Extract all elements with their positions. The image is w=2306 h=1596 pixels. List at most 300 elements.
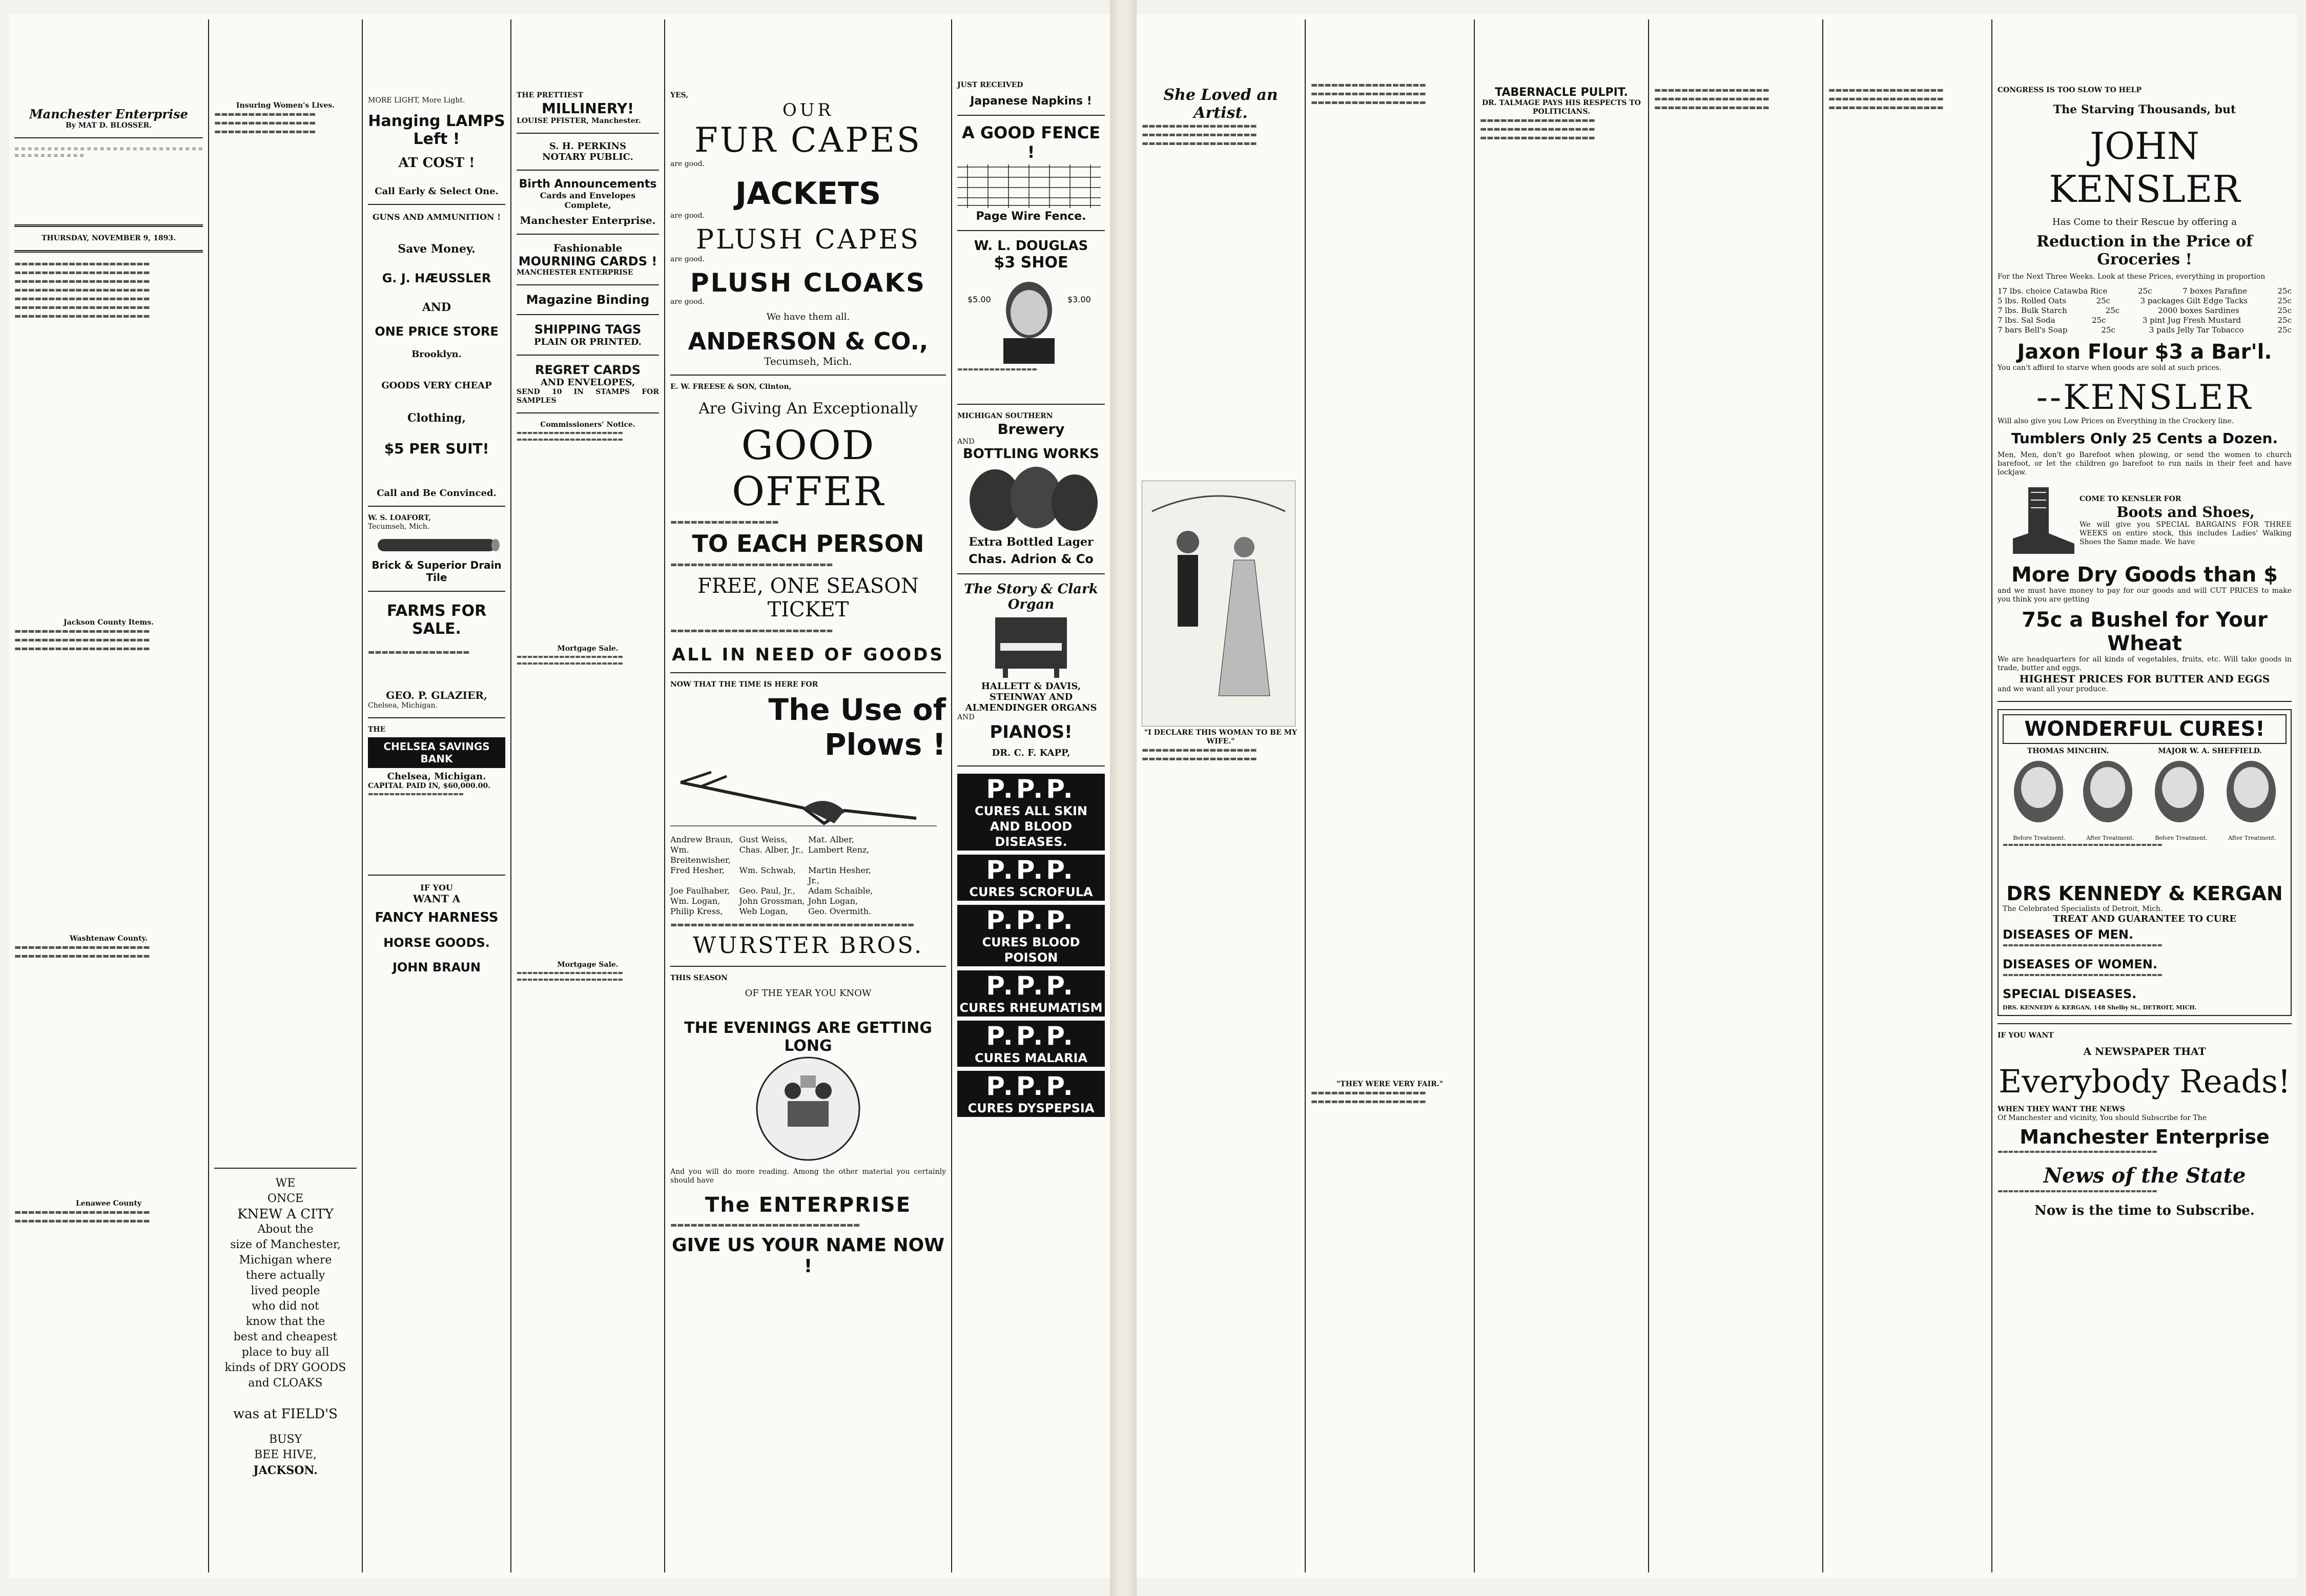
ad-headline: WONDERFUL CURES! xyxy=(2003,714,2287,744)
ad-text: ▬▬▬▬▬▬▬▬▬▬▬▬▬▬▬▬▬▬▬▬▬▬▬▬▬▬▬▬▬▬ xyxy=(2003,971,2163,978)
enterprise-subscription-ad xyxy=(670,974,946,1277)
ad-text: ▬▬▬▬▬▬▬▬▬▬▬▬▬▬▬▬▬▬▬▬▬▬▬▬▬▬▬▬ xyxy=(670,1221,860,1229)
ad-headline: Tumblers Only 25 Cents a Dozen. xyxy=(2011,430,2278,447)
customer-name: Geo. Overmith. xyxy=(808,906,872,916)
right-col-1 xyxy=(1137,19,1306,1572)
ad-line: AT COST ! xyxy=(398,155,475,171)
news-column-text: ▬▬▬▬▬▬▬▬▬▬▬▬▬▬▬▬▬▬▬▬ ▬▬▬▬▬▬▬▬▬▬▬▬▬▬▬▬▬▬▬▬ xyxy=(14,1208,150,1225)
right-col-4 xyxy=(1649,19,1823,1572)
ad-text: ▬▬▬▬▬▬▬▬▬▬▬▬▬▬▬▬▬▬▬▬▬▬▬▬▬▬▬▬▬▬ xyxy=(1998,1148,2157,1155)
price-item: 3 packages Gilt Edge Tacks xyxy=(2140,296,2248,305)
ad-headline: PLUSH CAPES xyxy=(696,224,920,255)
boot-illustration xyxy=(1998,482,2079,559)
ad-text: ▬▬▬▬▬▬▬▬▬▬▬▬▬▬▬ xyxy=(957,366,1037,372)
ad-text: ▬▬▬▬▬▬▬▬▬▬▬▬▬▬▬▬▬▬▬▬▬▬▬▬▬▬▬▬▬▬ xyxy=(1998,1188,2157,1194)
ad-line: THIS SEASON xyxy=(670,974,728,982)
section-heading: Lenawee County xyxy=(75,1199,142,1208)
ad-line: MANCHESTER ENTERPRISE xyxy=(517,268,633,277)
ad-line: GOODS VERY CHEAP xyxy=(381,380,492,391)
ad-text: ▬▬▬▬▬▬▬▬▬▬▬▬▬▬▬▬▬▬▬▬▬▬▬▬ xyxy=(670,627,833,635)
ad-line: NOW THAT THE TIME IS HERE FOR xyxy=(670,680,818,689)
ad-line: AND ENVELOPES, xyxy=(540,377,635,388)
ad-line: Men, Men, don't go Barefoot when plowing, or send the women to church barefoot, or let the children go barefoot to run nails in their feet and have lockjaw. xyxy=(1998,451,2292,476)
ad-line: We have them all. xyxy=(766,312,850,322)
ad-line: Has Come to their Rescue by offering a xyxy=(2052,217,2237,227)
kennedy-kergan-ad xyxy=(1998,709,2292,1016)
ad-line: SEND 10 IN STAMPS FOR SAMPLES xyxy=(517,388,659,405)
organ-piano-ad xyxy=(957,582,1105,758)
ad-headline: FUR CAPES xyxy=(694,120,922,160)
sermon-text: ▬▬▬▬▬▬▬▬▬▬▬▬▬▬▬▬▬ ▬▬▬▬▬▬▬▬▬▬▬▬▬▬▬▬▬ ▬▬▬▬▬▬▬▬▬▬▬▬▬▬▬▬▬ xyxy=(1480,116,1595,142)
ad-headline: ANDERSON & CO., xyxy=(688,327,929,355)
notary-ad xyxy=(517,141,659,162)
ad-headline: GOOD OFFER xyxy=(732,423,884,515)
price-row xyxy=(1998,306,2292,316)
ad-line: ONCE xyxy=(267,1192,304,1205)
ad-line: Now is the time to Subscribe. xyxy=(2034,1203,2255,1218)
ad-line: AND xyxy=(957,713,975,721)
ad-line: are good. xyxy=(670,160,705,168)
price-row xyxy=(1998,296,2292,306)
ad-headline: Boots and Shoes, xyxy=(2116,503,2255,521)
ad-line: Chelsea, Michigan. xyxy=(387,771,486,782)
ad-headline: News of the State xyxy=(2043,1164,2246,1188)
ad-text: ▬▬▬▬▬▬▬▬▬▬▬▬▬▬▬▬▬▬▬▬▬▬▬▬▬▬▬▬▬▬▬▬▬▬▬▬ xyxy=(670,921,915,929)
ad-headline: PIANOS! xyxy=(990,722,1073,742)
ad-line: We will give you SPECIAL BARGAINS FOR THREE WEEKS on entire stock, this includes Ladies' Walking Shoes the Same made. We have xyxy=(2079,520,2292,546)
ad-headline: SHIPPING TAGS xyxy=(534,322,642,337)
price-value: 25c xyxy=(2277,306,2292,315)
ad-line: And you will do more reading. Among the other material you certainly should have xyxy=(670,1168,946,1185)
ad-headline: ALL IN NEED OF GOODS xyxy=(672,645,944,665)
drain-tile-illustration xyxy=(373,531,501,557)
price-value: 25c xyxy=(2105,306,2120,315)
chelsea-bank-ad xyxy=(368,726,505,867)
price-item: 7 lbs. Sal Soda xyxy=(1998,316,2055,325)
customer-name: Lambert Renz, xyxy=(808,845,870,855)
patient-names xyxy=(2003,747,2287,756)
price-row xyxy=(1998,325,2292,335)
job-printing-ads xyxy=(517,178,659,405)
ad-line: IF YOU xyxy=(420,883,453,893)
wedding-scene-illustration xyxy=(1142,481,1295,727)
ad-headline: The Use of Plows ! xyxy=(768,692,946,762)
dateline: THURSDAY, NOVEMBER 9, 1893. xyxy=(42,234,176,242)
ppp-title: P.P.P. xyxy=(986,971,1076,1001)
ad-line: STEINWAY AND xyxy=(989,692,1073,702)
ad-line: best and cheapest xyxy=(233,1331,338,1343)
ad-line: WANT A xyxy=(413,893,461,905)
ad-line: You can't afford to starve when goods are sold at such prices. xyxy=(1998,364,2222,372)
price-value: 25c xyxy=(2277,316,2292,325)
ad-line: was at FIELD'S xyxy=(233,1406,338,1422)
left-col-3 xyxy=(363,19,511,1572)
story-text: ▬▬▬▬▬▬▬▬▬▬▬▬▬▬▬▬▬ ▬▬▬▬▬▬▬▬▬▬▬▬▬▬▬▬▬ xyxy=(1142,746,1257,763)
price-item: 7 boxes Parafine xyxy=(2183,286,2247,296)
ad-headline: GIVE US YOUR NAME NOW ! xyxy=(672,1235,944,1277)
harness-ad xyxy=(368,883,505,975)
ad-headline: $3 SHOE xyxy=(994,254,1068,272)
ad-headline: DRS KENNEDY & KERGAN xyxy=(2006,882,2283,905)
freese-ad xyxy=(670,383,946,665)
article-text: ▬▬▬▬▬▬▬▬▬▬▬▬▬▬▬▬▬ ▬▬▬▬▬▬▬▬▬▬▬▬▬▬▬▬▬ ▬▬▬▬▬▬▬▬▬▬▬▬▬▬▬▬▬ xyxy=(1828,86,1944,112)
ad-headline: PLUSH CLOAKS xyxy=(690,268,926,298)
right-col-5 xyxy=(1823,19,1992,1572)
ad-headline: Brewery xyxy=(997,421,1065,438)
subscription-ad xyxy=(1998,1031,2292,1218)
ad-line: Extra Bottled Lager xyxy=(969,535,1094,549)
ppp-block xyxy=(957,774,1105,851)
ad-headline: Manchester Enterprise xyxy=(2020,1126,2270,1148)
ad-headline: REGRET CARDS xyxy=(534,363,641,377)
legal-heading: Commissioners' Notice. xyxy=(540,421,635,429)
ad-line: For the Next Three Weeks. Look at these Prices, everything in proportion xyxy=(1998,273,2266,281)
ad-line: OUR xyxy=(782,100,834,120)
ad-headline: Page Wire Fence. xyxy=(976,210,1086,223)
legal-text: ▬▬▬▬▬▬▬▬▬▬▬▬▬▬▬▬▬▬▬▬ ▬▬▬▬▬▬▬▬▬▬▬▬▬▬▬▬▬▬▬▬ xyxy=(517,653,623,667)
ad-line: THE PRETTIEST xyxy=(517,91,584,99)
ppp-title: P.P.P. xyxy=(986,774,1076,804)
ad-line: YES, xyxy=(670,91,689,99)
ad-line: KNEW A CITY xyxy=(237,1207,334,1222)
customer-name: Fred Hesher, xyxy=(670,865,725,875)
ad-line: JACKSON. xyxy=(253,1464,318,1477)
ad-headline: Reduction in the Price of Groceries ! xyxy=(2036,233,2253,268)
ad-line: BUSY xyxy=(269,1433,302,1446)
ad-line: size of Manchester, xyxy=(230,1238,341,1251)
article-heading: Insuring Women's Lives. xyxy=(236,101,335,110)
ad-text: ▬▬▬▬▬▬▬▬▬▬▬▬▬▬▬▬▬▬▬▬▬▬▬▬▬▬▬▬▬▬ xyxy=(2003,841,2163,848)
customer-name: Gust Weiss, xyxy=(739,835,788,844)
price-list xyxy=(1998,286,2292,335)
ad-line: WE xyxy=(275,1177,296,1190)
legal-text: ▬▬▬▬▬▬▬▬▬▬▬▬▬▬▬▬▬▬▬▬ ▬▬▬▬▬▬▬▬▬▬▬▬▬▬▬▬▬▬▬▬ xyxy=(517,969,623,983)
ad-line: Call and Be Convinced. xyxy=(377,488,497,499)
ad-line: HIGHEST PRICES FOR BUTTER AND EGGS xyxy=(2019,673,2270,685)
customer-name: Geo. Paul, Jr., xyxy=(739,886,795,896)
ppp-claim: CURES BLOOD POISON xyxy=(982,935,1080,965)
ad-headline: JOHN BRAUN xyxy=(392,960,481,975)
ad-line: We are headquarters for all kinds of vegetables, fruits, etc. Will take goods in trade, butter and eggs. xyxy=(1998,655,2292,672)
ad-line: IF YOU WANT xyxy=(1998,1031,2054,1040)
brewery-ad xyxy=(957,412,1105,566)
customer-name: Joe Faulhaber, xyxy=(670,886,730,896)
price-row xyxy=(1998,286,2292,296)
left-col-5 xyxy=(665,19,952,1572)
sermon-text: ▬▬▬▬▬▬▬▬▬▬▬▬▬▬▬▬▬ ▬▬▬▬▬▬▬▬▬▬▬▬▬▬▬▬▬ ▬▬▬▬▬▬▬▬▬▬▬▬▬▬▬▬▬ xyxy=(1654,86,1769,112)
price-row xyxy=(1998,316,2292,325)
ad-line: THE xyxy=(368,726,386,734)
treatment-label: Before Treatment. xyxy=(2013,835,2066,841)
ad-text: ▬▬▬▬▬▬▬▬▬▬▬▬▬▬▬ xyxy=(368,648,470,656)
ad-line: are good. xyxy=(670,255,705,263)
price-value: 25c xyxy=(2277,286,2292,296)
ad-line: kinds of DRY GOODS xyxy=(224,1361,346,1374)
ad-headline: Chas. Adrion & Co xyxy=(969,552,1094,566)
customer-name: Andrew Braun, xyxy=(670,835,733,844)
news-column-text: ▬▬▬▬▬▬▬▬▬▬▬▬▬▬▬▬▬▬▬▬ ▬▬▬▬▬▬▬▬▬▬▬▬▬▬▬▬▬▬▬▬ ▬▬▬▬▬▬▬▬▬▬▬▬▬▬▬▬▬▬▬▬ xyxy=(14,627,150,653)
ad-line: who did not xyxy=(252,1300,319,1313)
ad-line: Tecumseh, Mich. xyxy=(764,355,852,367)
price-item: 7 lbs. Bulk Starch xyxy=(1998,306,2067,315)
ad-line: and we must have money to pay for our goods and will CUT PRICES to make you think you are getting xyxy=(1998,587,2292,604)
ad-line: TREAT AND GUARANTEE TO CURE xyxy=(2052,914,2236,924)
ad-headline: A GOOD FENCE ! xyxy=(961,123,1101,162)
masthead-title: Manchester Enterprise xyxy=(29,107,188,121)
ad-line: Michigan where xyxy=(239,1254,332,1267)
ad-headline: FANCY HARNESS xyxy=(375,910,499,925)
customer-name: Wm. Breitenwisher, xyxy=(670,845,731,865)
left-col-1 xyxy=(9,19,209,1572)
ad-line: are good. xyxy=(670,212,705,220)
ad-headline: TO EACH PERSON xyxy=(692,530,924,557)
terms-text: ≡ ≡ ≡ ≡ ≡ ≡ ≡ ≡ ≡ ≡ ≡ ≡ ≡ ≡ ≡ ≡ ≡ ≡ ≡ ≡ ≡ ≡ ≡ ≡ ≡ ≡ ≡ ≡ ≡ ≡ ≡ ≡ ≡ ≡ ≡ ≡ ≡ ≡ ≡ ≡ xyxy=(14,146,203,159)
ad-headline: Brick & Superior Drain Tile xyxy=(372,559,502,584)
boots-block xyxy=(1998,482,2292,559)
reading-family-illustration xyxy=(752,1055,864,1163)
price-value: 25c xyxy=(2096,296,2111,305)
ad-line: COME TO KENSLER FOR xyxy=(2079,494,2181,503)
ad-headline: CHELSEA SAVINGS BANK xyxy=(368,737,505,768)
price-value: 25c xyxy=(2277,325,2292,335)
news-column-text: ▬▬▬▬▬▬▬▬▬▬▬▬▬▬▬▬▬▬▬▬ ▬▬▬▬▬▬▬▬▬▬▬▬▬▬▬▬▬▬▬▬ ▬▬▬▬▬▬▬▬▬▬▬▬▬▬▬▬▬▬▬▬ ▬▬▬▬▬▬▬▬▬▬▬▬▬▬▬▬▬▬▬▬ ▬▬▬▬▬▬▬▬▬▬▬▬▬▬▬▬▬▬▬▬ ▬▬▬▬▬▬▬▬▬▬▬▬▬▬▬▬▬▬▬▬ ▬▬▬▬▬▬▬▬▬▬▬▬▬▬▬▬▬▬▬▬ xyxy=(14,260,150,320)
ad-line: and CLOAKS xyxy=(248,1377,323,1390)
ad-headline: JOHN KENSLER xyxy=(2049,125,2240,211)
news-column-text: ▬▬▬▬▬▬▬▬▬▬▬▬▬▬▬▬▬▬▬▬ ▬▬▬▬▬▬▬▬▬▬▬▬▬▬▬▬▬▬▬▬ xyxy=(14,943,150,960)
ad-line: Clothing, xyxy=(407,411,466,425)
customer-name: Wm. Logan, xyxy=(670,896,720,906)
field-bee-hive-ad xyxy=(214,1176,357,1478)
ad-headline: $5 PER SUIT! xyxy=(384,440,489,457)
treatment-labels xyxy=(2003,835,2287,841)
ad-line: there actually xyxy=(245,1269,325,1282)
section-heading: Washtenaw County. xyxy=(70,935,148,943)
ad-headline: 75c a Bushel for Your Wheat xyxy=(2022,608,2268,655)
ppp-block xyxy=(957,1071,1105,1117)
ad-line: and we want all your produce. xyxy=(1998,685,2108,693)
ad-headline: G. J. HÆUSSLER xyxy=(382,271,491,285)
page-gutter xyxy=(1110,0,1137,1596)
millinery-ad xyxy=(517,91,659,126)
price-value: 25c xyxy=(2277,296,2292,305)
ad-headline: ONE PRICE STORE xyxy=(375,324,499,339)
ad-line: lived people xyxy=(251,1284,320,1297)
lamps-ad xyxy=(368,96,505,197)
patient-name: MAJOR W. A. SHEFFIELD. xyxy=(2158,747,2262,755)
wire-fence-illustration xyxy=(957,162,1101,208)
ad-line: Call Early & Select One. xyxy=(375,186,499,197)
ppp-claim: CURES ALL SKIN AND BLOOD DISEASES. xyxy=(974,804,1088,849)
ad-headline: W. L. DOUGLAS xyxy=(974,238,1088,254)
ad-text: ▬▬▬▬▬▬▬▬▬▬▬▬▬▬▬▬▬▬▬▬▬▬▬▬ xyxy=(670,561,833,569)
customer-name: Mat. Alber, xyxy=(808,835,854,844)
ppp-title: P.P.P. xyxy=(986,905,1076,935)
ad-line: AND xyxy=(422,301,451,314)
ad-line: PLAIN OR PRINTED. xyxy=(534,337,642,347)
ad-headline: WURSTER BROS. xyxy=(692,932,924,959)
ad-line: MORE LIGHT, More Light. xyxy=(368,96,465,105)
svg-text:$3.00: $3.00 xyxy=(1067,295,1091,304)
legal-text: ▬▬▬▬▬▬▬▬▬▬▬▬▬▬▬▬▬▬▬▬ ▬▬▬▬▬▬▬▬▬▬▬▬▬▬▬▬▬▬▬▬ xyxy=(517,429,623,443)
ad-headline: DISEASES OF MEN. xyxy=(2003,927,2134,942)
customer-name: Chas. Alber, Jr., xyxy=(739,845,804,855)
ad-headline: Magazine Binding xyxy=(526,293,650,307)
ad-line: S. H. PERKINS xyxy=(549,141,627,152)
ad-line: Manchester Enterprise. xyxy=(520,214,656,226)
ad-line: Brooklyn. xyxy=(411,349,462,360)
ad-line: About the xyxy=(257,1223,314,1236)
price-item: 2000 boxes Sardines xyxy=(2158,306,2239,315)
ad-headline: More Dry Goods than $ xyxy=(2011,563,2278,587)
ad-line: JUST RECEIVED xyxy=(957,81,1023,89)
ad-headline: Everybody Reads! xyxy=(1999,1063,2291,1100)
ad-headline: FREE, ONE SEASON TICKET xyxy=(697,574,919,621)
ad-headline: MILLINERY! xyxy=(541,100,634,117)
ad-text: ▬▬▬▬▬▬▬▬▬▬▬▬▬▬▬▬ xyxy=(670,518,779,526)
article-text: ▬▬▬▬▬▬▬▬▬▬▬▬▬▬▬ ▬▬▬▬▬▬▬▬▬▬▬▬▬▬▬ ▬▬▬▬▬▬▬▬▬▬▬▬▬▬▬ xyxy=(214,110,316,136)
farms-ad xyxy=(368,602,505,710)
ad-headline: Jaxon Flour $3 a Bar'l. xyxy=(2017,340,2272,364)
ad-line: The Celebrated Specialists of Detroit, Mich. xyxy=(2003,905,2163,913)
ad-headline: The Story & Clark Organ xyxy=(964,582,1098,612)
ppp-title: P.P.P. xyxy=(986,1021,1076,1051)
ad-text: ▬▬▬▬▬▬▬▬▬▬▬▬▬▬▬▬▬▬▬▬▬▬▬▬▬▬▬▬▬▬ xyxy=(2003,942,2163,948)
ad-line: place to buy all xyxy=(241,1346,330,1359)
ad-line: HALLETT & DAVIS, xyxy=(981,681,1081,692)
ad-line: E. W. FREESE & SON, Clinton, xyxy=(670,383,792,391)
kensler-ad xyxy=(1998,103,2292,694)
price-value: 25c xyxy=(2101,325,2115,335)
ad-text: ▬▬▬▬▬▬▬▬▬▬▬▬▬▬▬▬▬▬ xyxy=(368,791,464,797)
ad-headline: FARMS FOR SALE. xyxy=(386,602,487,638)
ppp-block xyxy=(957,1021,1105,1067)
treatment-label: Before Treatment. xyxy=(2155,835,2208,841)
right-col-6 xyxy=(1992,19,2297,1572)
ad-line: ALMENDINGER ORGANS xyxy=(965,702,1097,713)
patient-portraits-illustration xyxy=(2003,756,2290,833)
story-text: ▬▬▬▬▬▬▬▬▬▬▬▬▬▬▬▬▬ ▬▬▬▬▬▬▬▬▬▬▬▬▬▬▬▬▬ ▬▬▬▬▬▬▬▬▬▬▬▬▬▬▬▬▬ xyxy=(1311,81,1426,107)
ppp-claim: CURES SCROFULA xyxy=(969,885,1093,899)
customer-name: Wm. Schwab, xyxy=(739,865,796,875)
ppp-claim: CURES RHEUMATISM xyxy=(959,1001,1103,1015)
story-text: ▬▬▬▬▬▬▬▬▬▬▬▬▬▬▬▬▬ ▬▬▬▬▬▬▬▬▬▬▬▬▬▬▬▬▬ ▬▬▬▬▬▬▬▬▬▬▬▬▬▬▬▬▬ xyxy=(1142,122,1257,148)
ad-line: CONGRESS IS TOO SLOW TO HELP xyxy=(1998,86,2142,94)
ad-headline: --KENSLER xyxy=(2036,378,2253,417)
left-page xyxy=(9,14,1110,1578)
customer-name: John Grossman, xyxy=(739,896,805,906)
ppp-block xyxy=(957,855,1105,901)
ad-line: MICHIGAN SOUTHERN xyxy=(957,412,1053,420)
story-text: ▬▬▬▬▬▬▬▬▬▬▬▬▬▬▬▬▬ ▬▬▬▬▬▬▬▬▬▬▬▬▬▬▬▬▬ xyxy=(1311,1089,1426,1106)
price-value: 25c xyxy=(2137,286,2152,296)
ppp-title: P.P.P. xyxy=(986,1071,1076,1101)
customer-names xyxy=(670,835,946,917)
ad-line: DR. C. F. KAPP, xyxy=(992,748,1070,758)
anderson-ad xyxy=(670,100,946,367)
ad-line: are good. xyxy=(670,298,705,306)
ad-line: Of Manchester and vicinity, You should Subscribe for The xyxy=(1998,1114,2207,1122)
treatment-label: After Treatment. xyxy=(2228,835,2276,841)
ad-line: BEE HIVE, xyxy=(254,1448,317,1461)
ad-headline: Birth Announcements xyxy=(519,178,657,191)
ad-headline: DISEASES OF WOMEN. xyxy=(2003,957,2157,971)
ad-line: Will also give you Low Prices on Everything in the Crockery line. xyxy=(1998,417,2234,425)
ad-headline: The ENTERPRISE xyxy=(705,1193,912,1217)
customer-name: Adam Schaible, xyxy=(808,886,873,896)
right-col-2 xyxy=(1306,19,1475,1572)
left-col-6 xyxy=(952,19,1110,1572)
wurster-plow-ad xyxy=(670,680,946,959)
price-value: 25c xyxy=(2091,316,2106,325)
ppp-claim: CURES DYSPEPSIA xyxy=(967,1101,1095,1115)
ad-headline: Japanese Napkins ! xyxy=(970,95,1092,108)
ad-headline: THE EVENINGS ARE GETTING LONG xyxy=(684,1019,932,1055)
plow-illustration xyxy=(670,762,937,828)
ad-line: Save Money. xyxy=(398,242,476,256)
ppp-ad xyxy=(957,774,1105,1117)
ad-line: Fashionable xyxy=(553,242,623,254)
story-title: She Loved an Artist. xyxy=(1163,86,1278,122)
patient-name: THOMAS MINCHIN. xyxy=(2027,747,2109,755)
price-item: 5 lbs. Rolled Oats xyxy=(1998,296,2067,305)
legal-heading: Mortgage Sale. xyxy=(557,645,619,653)
ad-headline: MOURNING CARDS ! xyxy=(518,254,657,268)
ad-line: W. S. LOAFORT, xyxy=(368,514,431,522)
haeussler-ad xyxy=(368,212,505,499)
ad-line: know that the xyxy=(245,1315,325,1328)
ad-headline: JACKETS xyxy=(735,176,881,212)
treatment-label: After Treatment. xyxy=(2086,835,2134,841)
right-page xyxy=(1137,14,2297,1578)
douglas-portrait-illustration xyxy=(957,272,1101,364)
ad-line: GUNS AND AMMUNITION ! xyxy=(372,212,501,222)
section-heading: Jackson County Items. xyxy=(64,618,154,627)
ad-line: AND xyxy=(957,438,975,446)
customer-name: Martin Hesher, Jr., xyxy=(808,865,871,885)
illustration-caption: "THEY WERE VERY FAIR." xyxy=(1336,1080,1443,1088)
drain-tile-ad xyxy=(368,514,505,584)
ad-line: OF THE YEAR YOU KNOW xyxy=(745,988,872,999)
masthead-byline: By MAT D. BLOSSER. xyxy=(65,121,152,130)
price-item: 7 bars Bell's Soap xyxy=(1998,325,2068,335)
price-item: 17 lbs. choice Catawba Rice xyxy=(1998,286,2108,296)
ppp-block xyxy=(957,970,1105,1017)
price-item: 3 pint Jug Fresh Mustard xyxy=(2142,316,2241,325)
ad-line: GEO. P. GLAZIER, xyxy=(386,689,487,701)
svg-text:$5.00: $5.00 xyxy=(967,295,991,304)
ad-line: CAPITAL PAID IN, $60,000.00. xyxy=(368,782,490,790)
ad-line: WHEN THEY WANT THE NEWS xyxy=(1998,1105,2125,1113)
ad-headline: Hanging LAMPS Left ! xyxy=(368,112,505,148)
legal-heading: Mortgage Sale. xyxy=(557,961,619,969)
left-col-2 xyxy=(209,19,363,1572)
ad-headline: BOTTLING WORKS xyxy=(962,446,1100,462)
beer-kegs-illustration xyxy=(959,462,1103,533)
customer-name: John Logan, xyxy=(808,896,858,906)
ppp-block xyxy=(957,905,1105,966)
customer-name: Philip Kress, xyxy=(670,906,723,916)
ad-line: Cards and Envelopes Complete, xyxy=(540,191,636,210)
ppp-title: P.P.P. xyxy=(986,855,1076,885)
ad-headline: HORSE GOODS. xyxy=(383,936,490,950)
left-col-4 xyxy=(511,19,665,1572)
ad-line: NOTARY PUBLIC. xyxy=(542,152,633,162)
ad-line: DRS. KENNEDY & KERGAN, 148 Shelby St., DETROIT, MICH. xyxy=(2003,1004,2197,1011)
sermon-subheading: DR. TALMAGE PAYS HIS RESPECTS TO POLITICIANS. xyxy=(1482,99,1641,116)
ad-line: A NEWSPAPER THAT xyxy=(2083,1045,2206,1058)
customer-name: Web Logan, xyxy=(739,906,788,916)
ppp-claim: CURES MALARIA xyxy=(975,1051,1087,1065)
